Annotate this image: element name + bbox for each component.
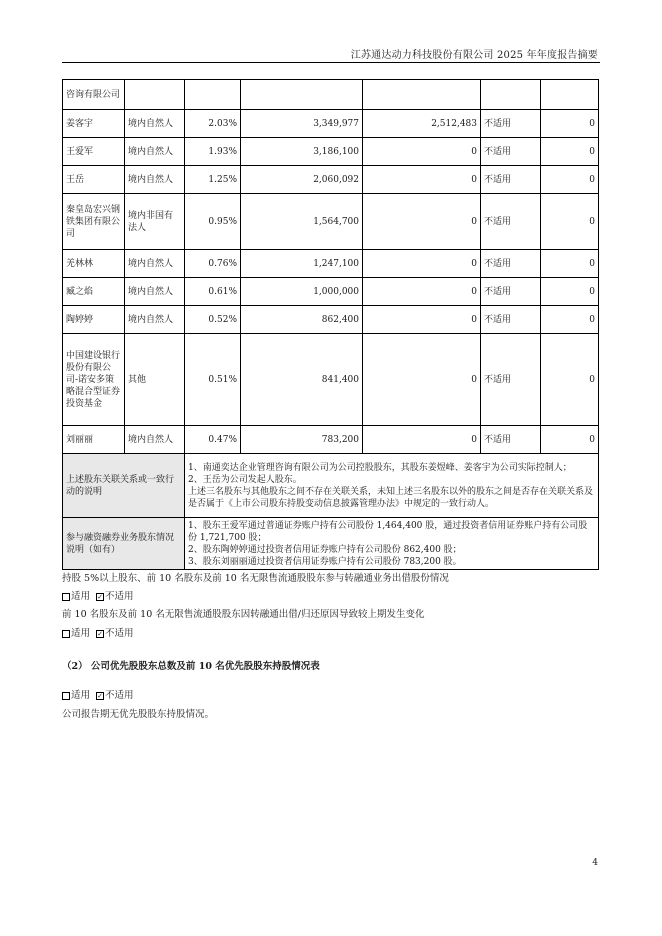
holding-percent [185,80,241,110]
restricted-shares: 0 [363,250,481,278]
holder-type: 境内自然人 [125,138,185,166]
table-row [63,194,599,250]
holding-shares: 3,186,100 [241,138,363,166]
related-party-note [185,454,599,518]
holder-name: 中国建设银行股份有限公司-诺安多策略混合型证券投资基金 [63,334,125,426]
table-row [63,138,599,166]
related-line: 2、王岳为公司发起人股东。 [188,474,302,485]
lending-heading: 持股 5%以上股东、前 10 名股东及前 10 名无限售流通股股东参与转融通业务出借股份情况 [62,573,449,584]
pledge-status: 不适用 [481,138,541,166]
holder-name: 咨询有限公司 [63,80,125,110]
holding-percent: 0.61% [185,278,241,306]
pledge-status: 不适用 [481,306,541,334]
holder-name: 陶婷婷 [63,306,125,334]
checkbox-label: 不适用 [105,690,134,701]
pledge-quantity: 0 [541,138,599,166]
holding-shares: 841,400 [241,334,363,426]
related-line: 1、南通奕达企业管理咨询有限公司为公司控股股东，其股东姜煜峰、姜客宇为公司实际控制人； [188,462,572,473]
shareholder-table [62,79,599,570]
restricted-shares: 0 [363,166,481,194]
pledge-quantity: 0 [541,194,599,250]
table-row [63,278,599,306]
pledge-status: 不适用 [481,426,541,454]
checkbox-applicable[interactable] [62,593,70,601]
holder-type: 境内非国有法人 [125,194,185,250]
holder-name: 臧之焰 [63,278,125,306]
holding-percent: 0.76% [185,250,241,278]
table-row [63,426,599,454]
table-row [63,334,599,426]
pledge-status [481,80,541,110]
holding-percent: 0.95% [185,194,241,250]
checkbox-not-applicable[interactable]: ✓ [97,691,103,700]
pledge-quantity: 0 [541,250,599,278]
page-number: 4 [592,858,598,868]
pledge-quantity: 0 [541,334,599,426]
table-row [63,250,599,278]
report-header-title: 江苏通达动力科技股份有限公司 2025 年年度报告摘要 [350,50,598,61]
restricted-shares: 0 [363,138,481,166]
holding-percent: 0.51% [185,334,241,426]
table-row [63,306,599,334]
pledge-status: 不适用 [481,110,541,138]
holding-shares: 862,400 [241,306,363,334]
holder-type: 境内自然人 [125,278,185,306]
holder-name: 王爱军 [63,138,125,166]
restricted-shares: 0 [363,306,481,334]
holder-type [125,80,185,110]
pledge-quantity: 0 [541,166,599,194]
pledge-quantity [541,80,599,110]
pledge-quantity: 0 [541,278,599,306]
pledge-quantity: 0 [541,110,599,138]
margin-line: 1、股东王爱军通过普通证券账户持有公司股份 1,464,400 股，通过投资者信用证券账户持有公司股份 1,721,700 股； [188,520,588,543]
holding-shares [241,80,363,110]
holder-name: 秦皇岛宏兴钢铁集团有限公司 [63,194,125,250]
preferred-note: 公司报告期无优先股股东持股情况。 [62,709,215,720]
pledge-quantity: 0 [541,306,599,334]
holder-name: 羌林林 [63,250,125,278]
preferred-shares-heading: （2） 公司优先股股东总数及前 10 名优先股股东持股情况表 [62,661,320,672]
holding-shares: 783,200 [241,426,363,454]
checkbox-not-applicable[interactable]: ✓ [97,592,103,601]
pledge-status: 不适用 [481,194,541,250]
holder-name: 王岳 [63,166,125,194]
restricted-shares: 2,512,483 [363,110,481,138]
holder-type: 其他 [125,334,185,426]
holding-percent: 0.47% [185,426,241,454]
table-row [63,166,599,194]
header-divider [62,62,600,63]
holding-percent: 0.52% [185,306,241,334]
checkbox-label: 适用 [71,628,91,639]
pledge-status: 不适用 [481,278,541,306]
related-line: 上述三名股东与其他股东之间不存在关联关系，未知上述三名股东以外的股东之间是否存在关联关系及是否属于《上市公司股东持股变动信息披露管理办法》中规定的一致行动人。 [188,486,594,509]
related-party-label: 上述股东关联关系或一致行动的说明 [63,454,185,518]
checkbox-applicable[interactable] [62,630,70,638]
margin-line: 2、股东陶婷婷通过投资者信用证券账户持有公司股份 862,400 股； [188,544,462,555]
checkbox-not-applicable[interactable]: ✓ [97,629,103,638]
restricted-shares: 0 [363,278,481,306]
checkbox-label: 适用 [71,690,91,701]
restricted-shares: 0 [363,334,481,426]
pledge-quantity: 0 [541,426,599,454]
holding-shares: 3,349,977 [241,110,363,138]
pledge-status: 不适用 [481,250,541,278]
checkbox-label: 不适用 [105,591,134,602]
change-options [62,627,140,640]
pledge-status: 不适用 [481,166,541,194]
table-row [63,80,599,110]
holding-shares: 2,060,092 [241,166,363,194]
holder-type: 境内自然人 [125,306,185,334]
holder-type: 境内自然人 [125,110,185,138]
holding-shares: 1,000,000 [241,278,363,306]
holding-percent: 2.03% [185,110,241,138]
margin-line: 3、股东刘丽丽通过投资者信用证券账户持有公司股份 783,200 股。 [188,556,462,567]
holding-percent: 1.25% [185,166,241,194]
margin-trading-label: 参与融资融券业务股东情况说明（如有） [63,518,185,570]
table-row [63,110,599,138]
holder-type: 境内自然人 [125,250,185,278]
lending-options [62,590,140,603]
holder-name: 姜客宇 [63,110,125,138]
holder-type: 境内自然人 [125,426,185,454]
restricted-shares [363,80,481,110]
holder-name: 刘丽丽 [63,426,125,454]
holding-percent: 1.93% [185,138,241,166]
pledge-status: 不适用 [481,334,541,426]
holding-shares: 1,247,100 [241,250,363,278]
preferred-options [62,689,140,702]
holding-shares: 1,564,700 [241,194,363,250]
restricted-shares: 0 [363,426,481,454]
restricted-shares: 0 [363,194,481,250]
checkbox-label: 不适用 [105,628,134,639]
checkbox-applicable[interactable] [62,692,70,700]
holder-type: 境内自然人 [125,166,185,194]
lending-change-heading: 前 10 名股东及前 10 名无限售流通股股东因转融通出借/归还原因导致较上期发生变化 [62,609,425,620]
checkbox-label: 适用 [71,591,91,602]
margin-trading-note [185,518,599,570]
